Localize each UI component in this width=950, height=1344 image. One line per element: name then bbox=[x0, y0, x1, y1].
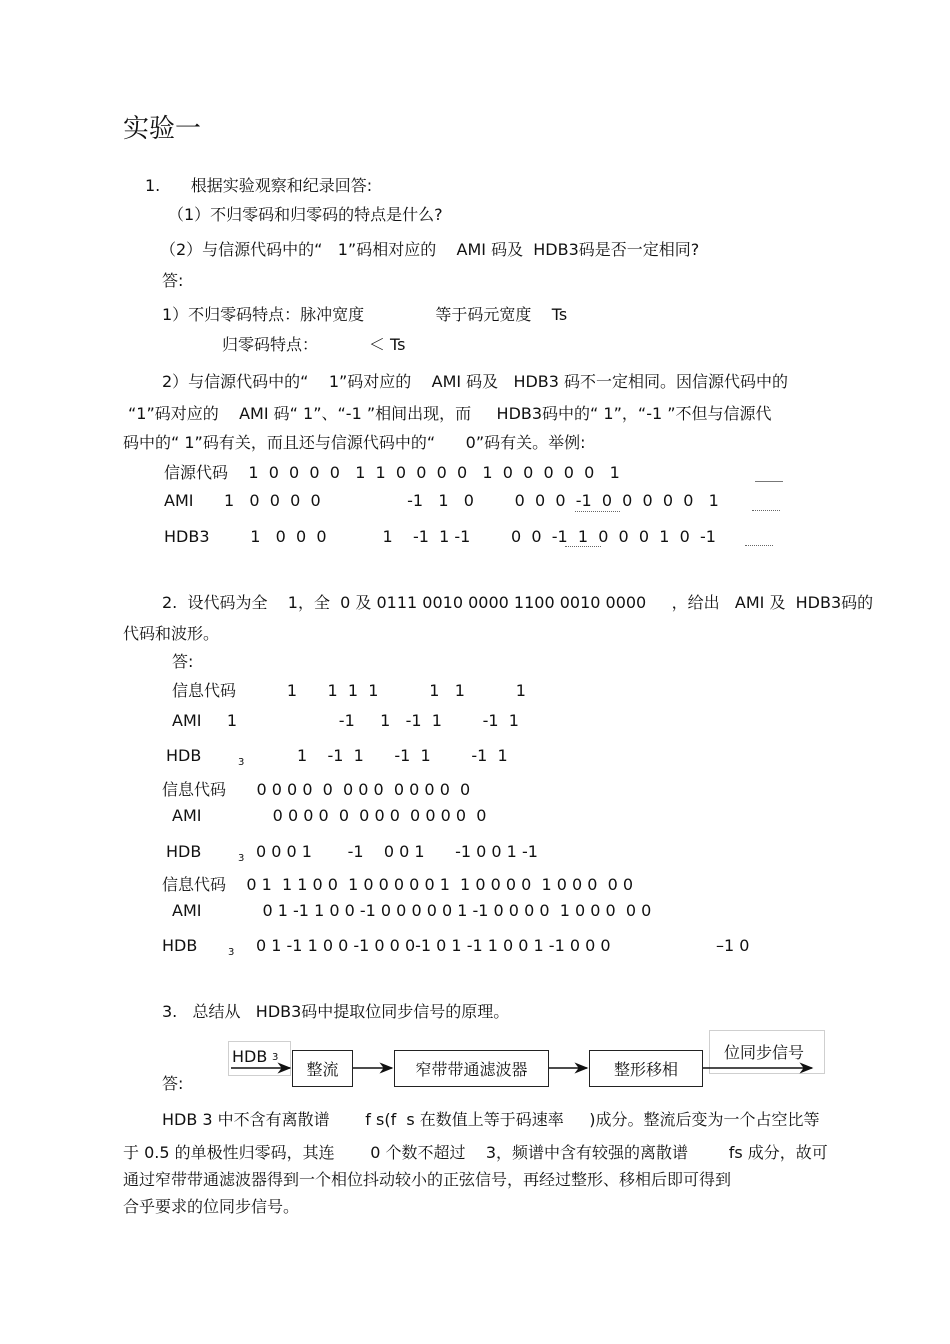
question-1-heading: 1. 根据实验观察和纪录回答: bbox=[145, 176, 373, 195]
row-1-hdb3-subscript: 3 bbox=[238, 757, 245, 768]
input-label: HDB bbox=[232, 1047, 268, 1066]
answer-2-line-2: “1”码对应的 AMI 码“ 1”、“-1 ”相间出现，而 HDB3码中的“ 1”，“-1 ”不但与信源代 bbox=[128, 404, 772, 423]
question-2-heading-2: 代码和波形。 bbox=[123, 624, 220, 643]
bandpass-filter-label: 窄带带通滤波器 bbox=[415, 1060, 528, 1079]
row-2-source: 信息代码 0 0 0 0 0 0 0 0 0 0 0 0 0 bbox=[162, 780, 471, 799]
page-title: 实验一 bbox=[123, 114, 202, 144]
row-3-hdb3: 0 1 -1 1 0 0 -1 0 0 0-1 0 1 -1 1 0 0 1 -1 0 0 0 bbox=[256, 936, 611, 955]
output-label: 位同步信号 bbox=[724, 1043, 805, 1062]
row-3-ami: AMI 0 1 -1 1 0 0 -1 0 0 0 0 0 1 -1 0 0 0 0 1 0 0 0 0 0 bbox=[172, 901, 652, 920]
example-source-code: 信源代码 1 0 0 0 0 1 1 0 0 0 0 1 0 0 0 0 0 1 bbox=[164, 463, 620, 482]
row-2-ami: AMI 0 0 0 0 0 0 0 0 0 0 0 0 0 bbox=[172, 806, 487, 825]
answer-label: 答: bbox=[172, 652, 194, 671]
row-1-ami: AMI 1 -1 1 -1 1 -1 1 bbox=[172, 711, 519, 730]
answer-1-line-2: 归零码特点： ＜ Ts bbox=[222, 335, 406, 354]
row-1-source: 信息代码 1 1 1 1 1 1 1 bbox=[172, 681, 526, 700]
shaping-phase-shift-label: 整形移相 bbox=[613, 1060, 678, 1079]
question-3-heading: 3. 总结从 HDB3码中提取位同步信号的原理。 bbox=[162, 1002, 510, 1021]
row-3-hdb3-label: HDB bbox=[162, 936, 198, 955]
answer-2-line-3: 码中的“ 1”码有关，而且还与信源代码中的“ 0”码有关。举例: bbox=[123, 433, 586, 452]
row-1-hdb3-label: HDB bbox=[166, 746, 202, 765]
row-3-hdb3-subscript: 3 bbox=[228, 947, 235, 958]
row-2-hdb3-subscript: 3 bbox=[238, 853, 245, 864]
row-3-hdb3-tail: –1 0 bbox=[716, 936, 750, 955]
input-subscript: 3 bbox=[272, 1052, 279, 1063]
answer-3-line-2: 于 0.5 的单极性归零码，其连 0 个数不超过 3，频谱中含有较强的离散谱 fs 成分，故可 bbox=[123, 1143, 828, 1162]
row-2-hdb3-label: HDB bbox=[166, 842, 202, 861]
example-ami-code: AMI 1 0 0 0 0 -1 1 0 0 0 0 -1 0 0 0 0 0 1 bbox=[164, 491, 719, 510]
answer-label: 答: bbox=[162, 271, 184, 290]
question-2-heading-1: 2. 设代码为全 1，全 0 及 0111 0010 0000 1100 0010 0000 ，给出 AMI 及 HDB3码的 bbox=[162, 593, 874, 612]
example-hdb3-code: HDB3 1 0 0 0 1 -1 1 -1 0 0 -1 1 0 0 0 1 0 -1 bbox=[164, 527, 716, 546]
answer-3-line-4: 合乎要求的位同步信号。 bbox=[123, 1197, 300, 1216]
question-1-sub-2: （2）与信源代码中的“ 1”码相对应的 AMI 码及 HDB3码是否一定相同? bbox=[160, 240, 700, 259]
answer-3-line-1: HDB 3 中不含有离散谱 f s(f s 在数值上等于码速率 )成分。整流后变为一个占空比等 bbox=[162, 1110, 820, 1129]
rectifier-label: 整流 bbox=[306, 1060, 339, 1079]
answer-1-line-1: 1）不归零码特点：脉冲宽度 等于码元宽度 Ts bbox=[162, 305, 568, 324]
row-3-source: 信息代码 0 1 1 1 0 0 1 0 0 0 0 0 1 1 0 0 0 0 1 0 0 0 0 0 bbox=[162, 875, 634, 894]
answer-label: 答: bbox=[162, 1074, 184, 1093]
question-1-sub-1: （1）不归零码和归零码的特点是什么? bbox=[168, 205, 443, 224]
answer-3-line-3: 通过窄带带通滤波器得到一个相位抖动较小的正弦信号，再经过整形、移相后即可得到 bbox=[123, 1170, 732, 1189]
row-2-hdb3: 0 0 0 1 -1 0 0 1 -1 0 0 1 -1 bbox=[256, 842, 538, 861]
answer-2-line-1: 2）与信源代码中的“ 1”码对应的 AMI 码及 HDB3 码不一定相同。因信源代码中的 bbox=[162, 372, 789, 391]
row-1-hdb3: 1 -1 1 -1 1 -1 1 bbox=[297, 746, 508, 765]
